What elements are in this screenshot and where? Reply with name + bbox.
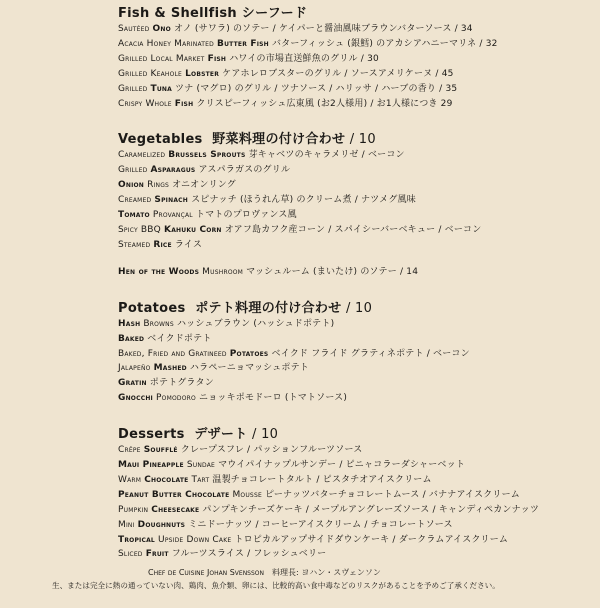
menu-page bbox=[118, 6, 594, 562]
section-potatoes bbox=[118, 301, 594, 406]
menu-item: Crispy Whole Fish クリスピーフィッシュ広東風 (お2人様用) / お1人様につき 29 bbox=[118, 98, 453, 109]
section-desserts bbox=[118, 427, 594, 562]
section-title-en: Vegetables bbox=[118, 132, 203, 148]
menu-item: Baked, Fried and Gratineed Potatoes ベイクド フライド グラティネポテト / ベーコン bbox=[118, 348, 470, 359]
section-title-en: Desserts bbox=[118, 427, 185, 443]
menu-item: Creamed Spinach スピナッチ (ほうれん草) のクリーム煮 / ナツメグ風味 bbox=[118, 195, 416, 206]
menu-item: Pumpkin Cheesecake パンプキンチーズケーキ / メープルアングレーズソース / キャンディペカンナッツ bbox=[118, 504, 540, 515]
menu-item: Gratin ポテトグラタン bbox=[118, 378, 214, 389]
section-price: / 10 bbox=[345, 132, 376, 148]
menu-item: Hash Browns ハッシュブラウン (ハッシュドポテト) bbox=[118, 318, 335, 329]
menu-item: Gnocchi Pomodoro ニョッキポモドーロ (トマトソース) bbox=[118, 393, 348, 404]
menu-item: Peanut Butter Chocolate Mousse ピーナッツバターチョコレートムース / バナナアイスクリーム bbox=[118, 489, 520, 500]
menu-item: Jalapeño Mashed ハラペーニョマッシュポテト bbox=[118, 363, 309, 374]
section-title-jp: ポテト料理の付け合わせ bbox=[195, 300, 342, 316]
section-title-jp: 野菜料理の付け合わせ bbox=[212, 132, 346, 148]
menu-item: Grilled Keahole Lobster ケアホレロブスターのグリル / ソースアメリケーヌ / 45 bbox=[118, 68, 454, 79]
section-title bbox=[118, 132, 594, 148]
menu-item: Acacia Honey Marinated Butter Fish バターフィッシュ (銀鱈) のアカシアハニーマリネ / 32 bbox=[118, 38, 498, 49]
section-price: / 10 bbox=[341, 300, 373, 316]
menu-item: Sliced Fruit フルーツスライス / フレッシュベリー bbox=[118, 549, 327, 560]
spacer bbox=[118, 406, 594, 427]
section-price: / 10 bbox=[247, 427, 279, 443]
menu-item: Caramelized Brussels Sprouts 芽キャベツのキャラメリゼ / ベーコン bbox=[118, 150, 405, 161]
section-title bbox=[118, 427, 594, 443]
spacer bbox=[118, 111, 594, 132]
menu-item: Grilled Local Market Fish ハワイの市場直送鮮魚のグリル / 30 bbox=[118, 53, 379, 64]
menu-item: Grilled Asparagus アスパラガスのグリル bbox=[118, 165, 291, 176]
menu-item: Tomato Provançal トマトのプロヴァンス風 bbox=[118, 210, 297, 221]
spacer bbox=[118, 280, 594, 301]
menu-item: Baked ベイクドポテト bbox=[118, 333, 212, 344]
spacer bbox=[118, 253, 594, 265]
section-vegetables bbox=[118, 132, 594, 279]
menu-item: Spicy BBQ Kahuku Corn オアフ島カフク産コーン / スパイシーバーベキュー / ベーコン bbox=[118, 224, 482, 235]
food-safety-note: 生、または完全に熱の通っていない肉、鶏肉、魚介類、卵には、比較的高い食中毒などのリスクがあることを予めご了承ください。 bbox=[52, 581, 500, 590]
section-title-en: Potatoes bbox=[118, 300, 186, 316]
section-fish bbox=[118, 6, 594, 111]
section-title-jp: シーフード bbox=[241, 6, 308, 21]
menu-item: Sautéed Ono オノ (サワラ) のソテー / ケイパーと醤油風味ブラウンバターソース / 34 bbox=[118, 24, 473, 34]
menu-item: Mini Doughnuts ミニドーナッツ / コーヒーアイスクリーム / チョコレートソース bbox=[118, 519, 453, 530]
menu-item: Onion Rings オニオンリング bbox=[118, 180, 236, 191]
menu-item: Warm Chocolate Tart 温製チョコレートタルト / ピスタチオアイスクリーム bbox=[118, 474, 432, 485]
menu-item: Grilled Tuna ツナ (マグロ) のグリル / ツナソース / ハリッサ / ハーブの香り / 35 bbox=[118, 83, 458, 94]
chef-credit: Chef de Cuisine Johan Svensson 料理長: ヨハン・スヴェンソン bbox=[148, 568, 381, 577]
section-title bbox=[118, 6, 594, 22]
menu-item: Crêpe Soufflé クレープスフレ / パッションフルーツソース bbox=[118, 445, 363, 456]
menu-item: Hen of the Woods Mushroom マッシュルーム (まいたけ) のソテー / 14 bbox=[118, 266, 419, 277]
menu-item: Steamed Rice ライス bbox=[118, 239, 203, 250]
menu-item: Tropical Upside Down Cake トロピカルアップサイドダウンケーキ / ダークラムアイスクリーム bbox=[118, 534, 509, 545]
menu-item: Maui Pineapple Sundae マウイパイナップルサンデー / ピニャコラーダシャーベット bbox=[118, 460, 466, 471]
section-title bbox=[118, 301, 594, 317]
section-title-jp: デザート bbox=[194, 427, 248, 443]
section-title-en: Fish & Shellfish bbox=[118, 6, 237, 21]
